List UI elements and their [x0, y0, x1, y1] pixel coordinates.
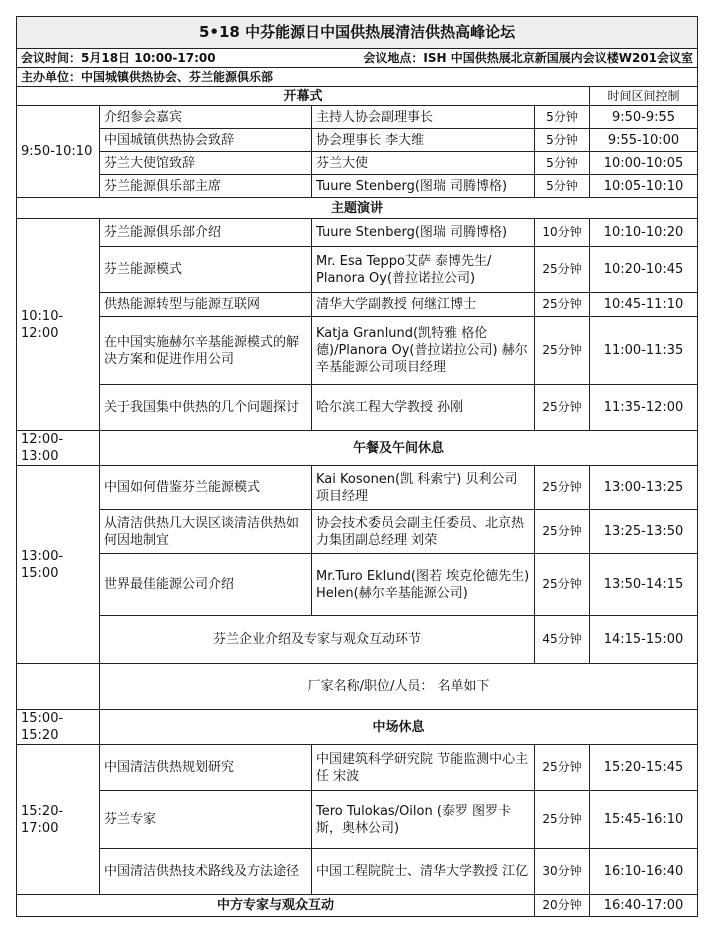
section-final: 中方专家与观众互动 — [17, 895, 535, 917]
slot-cell: 15:20-15:45 — [590, 745, 698, 791]
slot-cell: 16:10-16:40 — [590, 849, 698, 895]
time-control-header: 时间区间控制 — [590, 87, 698, 106]
slot-cell: 14:15-15:00 — [590, 616, 698, 664]
speaker-cell: 中国建筑科学研究院 节能监测中心主任 宋波 — [312, 745, 535, 791]
speaker-cell: 主持人协会副理事长 — [312, 106, 535, 129]
topic-cell: 世界最佳能源公司介绍 — [100, 554, 312, 616]
slot-cell: 13:50-14:15 — [590, 554, 698, 616]
topic-cell: 介绍参会嘉宾 — [100, 106, 312, 129]
speaker-line: Mr.Turo Eklund(图若 埃克伦德先生) — [316, 568, 530, 584]
speaker-cell — [312, 554, 535, 616]
topic-cell: 中国如何借鉴芬兰能源模式 — [100, 466, 312, 510]
slot-cell: 13:00-13:25 — [590, 466, 698, 510]
section-lunch: 午餐及午间休息 — [100, 431, 698, 466]
topic-cell: 中国清洁供热规划研究 — [100, 745, 312, 791]
topic-cell: 芬兰能源俱乐部介绍 — [100, 219, 312, 247]
speaker-cell: 哈尔滨工程大学教授 孙刚 — [312, 385, 535, 431]
duration-cell: 5分钟 — [535, 129, 590, 152]
topic-cell: 在中国实施赫尔辛基能源模式的解决方案和促进作用公司 — [100, 317, 312, 385]
vendor-list-note: 厂家名称/职位/人员： 名单如下 — [100, 664, 698, 710]
topic-cell: 芬兰大使馆致辞 — [100, 152, 312, 175]
slot-cell: 10:45-11:10 — [590, 293, 698, 317]
slot-cell: 10:20-10:45 — [590, 247, 698, 293]
slot-cell: 10:00-10:05 — [590, 152, 698, 175]
duration-cell: 25分钟 — [535, 317, 590, 385]
speaker-cell: Tuure Stenberg(图瑞 司腾博格) — [312, 175, 535, 198]
duration-cell: 5分钟 — [535, 152, 590, 175]
slot-cell: 16:40-17:00 — [590, 895, 698, 917]
section-opening: 开幕式 — [17, 87, 590, 106]
duration-cell: 25分钟 — [535, 510, 590, 554]
speaker-cell: Tero Tulokas/Oilon (泰罗 图罗卡斯，奥林公司) — [312, 791, 535, 849]
section-break: 中场休息 — [100, 710, 698, 745]
lunch-time: 12:00-13:00 — [17, 431, 100, 466]
slot-cell: 10:05-10:10 — [590, 175, 698, 198]
duration-cell: 20分钟 — [535, 895, 590, 917]
duration-cell: 25分钟 — [535, 791, 590, 849]
duration-cell: 25分钟 — [535, 466, 590, 510]
topic-cell: 从清洁供热几大误区谈清洁供热如何因地制宜 — [100, 510, 312, 554]
duration-cell: 30分钟 — [535, 849, 590, 895]
speaker-cell: 协会理事长 李大维 — [312, 129, 535, 152]
duration-cell: 25分钟 — [535, 745, 590, 791]
block-time-keynote: 10:10-12:00 — [17, 219, 100, 431]
block-time-afternoon: 13:00-15:00 — [17, 466, 100, 664]
slot-cell: 9:50-9:55 — [590, 106, 698, 129]
duration-cell: 45分钟 — [535, 616, 590, 664]
duration-cell: 10分钟 — [535, 219, 590, 247]
slot-cell: 10:10-10:20 — [590, 219, 698, 247]
speaker-cell: Kai Kosonen(凯 科索宁) 贝利公司 项目经理 — [312, 466, 535, 510]
speaker-cell: 清华大学副教授 何继江博士 — [312, 293, 535, 317]
slot-cell: 9:55-10:00 — [590, 129, 698, 152]
speaker-cell: 协会技术委员会副主任委员、北京热力集团副总经理 刘荣 — [312, 510, 535, 554]
duration-cell: 25分钟 — [535, 293, 590, 317]
topic-cell: 中国清洁供热技术路线及方法途径 — [100, 849, 312, 895]
duration-cell: 5分钟 — [535, 175, 590, 198]
topic-cell: 芬兰企业介绍及专家与观众互动环节 — [100, 616, 535, 664]
speaker-cell: 芬兰大使 — [312, 152, 535, 175]
speaker-cell: 中国工程院院士、清华大学教授 江亿 — [312, 849, 535, 895]
section-keynote: 主题演讲 — [17, 198, 698, 219]
speaker-line: Helen(赫尔辛基能源公司) — [316, 585, 468, 601]
agenda-title: 5•18 中芬能源日中国供热展清洁供热高峰论坛 — [17, 17, 698, 49]
slot-cell: 13:25-13:50 — [590, 510, 698, 554]
topic-cell: 芬兰能源模式 — [100, 247, 312, 293]
speaker-cell: Katja Granlund(凯特雅 格伦德)/Planora Oy(普拉诺拉公司) 赫尔辛基能源公司项目经理 — [312, 317, 535, 385]
duration-cell: 25分钟 — [535, 554, 590, 616]
slot-cell: 15:45-16:10 — [590, 791, 698, 849]
meeting-place: 会议地点：ISH 中国供热展北京新国展内会议楼W201会议室 — [363, 50, 694, 65]
organizer: 主办单位：中国城镇供热协会、芬兰能源俱乐部 — [17, 68, 698, 87]
duration-cell: 5分钟 — [535, 106, 590, 129]
agenda-table — [16, 16, 698, 917]
topic-cell: 中国城镇供热协会致辞 — [100, 129, 312, 152]
meeting-time: 会议时间：5月18日 10:00-17:00 — [21, 50, 216, 65]
slot-cell: 11:00-11:35 — [590, 317, 698, 385]
topic-cell: 芬兰能源俱乐部主席 — [100, 175, 312, 198]
topic-cell: 芬兰专家 — [100, 791, 312, 849]
topic-cell: 关于我国集中供热的几个问题探讨 — [100, 385, 312, 431]
duration-cell: 25分钟 — [535, 385, 590, 431]
slot-cell: 11:35-12:00 — [590, 385, 698, 431]
speaker-cell: Mr. Esa Teppo艾萨 泰博先生/ Planora Oy(普拉诺拉公司) — [312, 247, 535, 293]
block-time-late: 15:20-17:00 — [17, 745, 100, 895]
speaker-cell: Tuure Stenberg(图瑞 司腾博格) — [312, 219, 535, 247]
topic-cell: 供热能源转型与能源互联网 — [100, 293, 312, 317]
block-time-opening: 9:50-10:10 — [17, 106, 100, 198]
break-time: 15:00-15:20 — [17, 710, 100, 745]
duration-cell: 25分钟 — [535, 247, 590, 293]
